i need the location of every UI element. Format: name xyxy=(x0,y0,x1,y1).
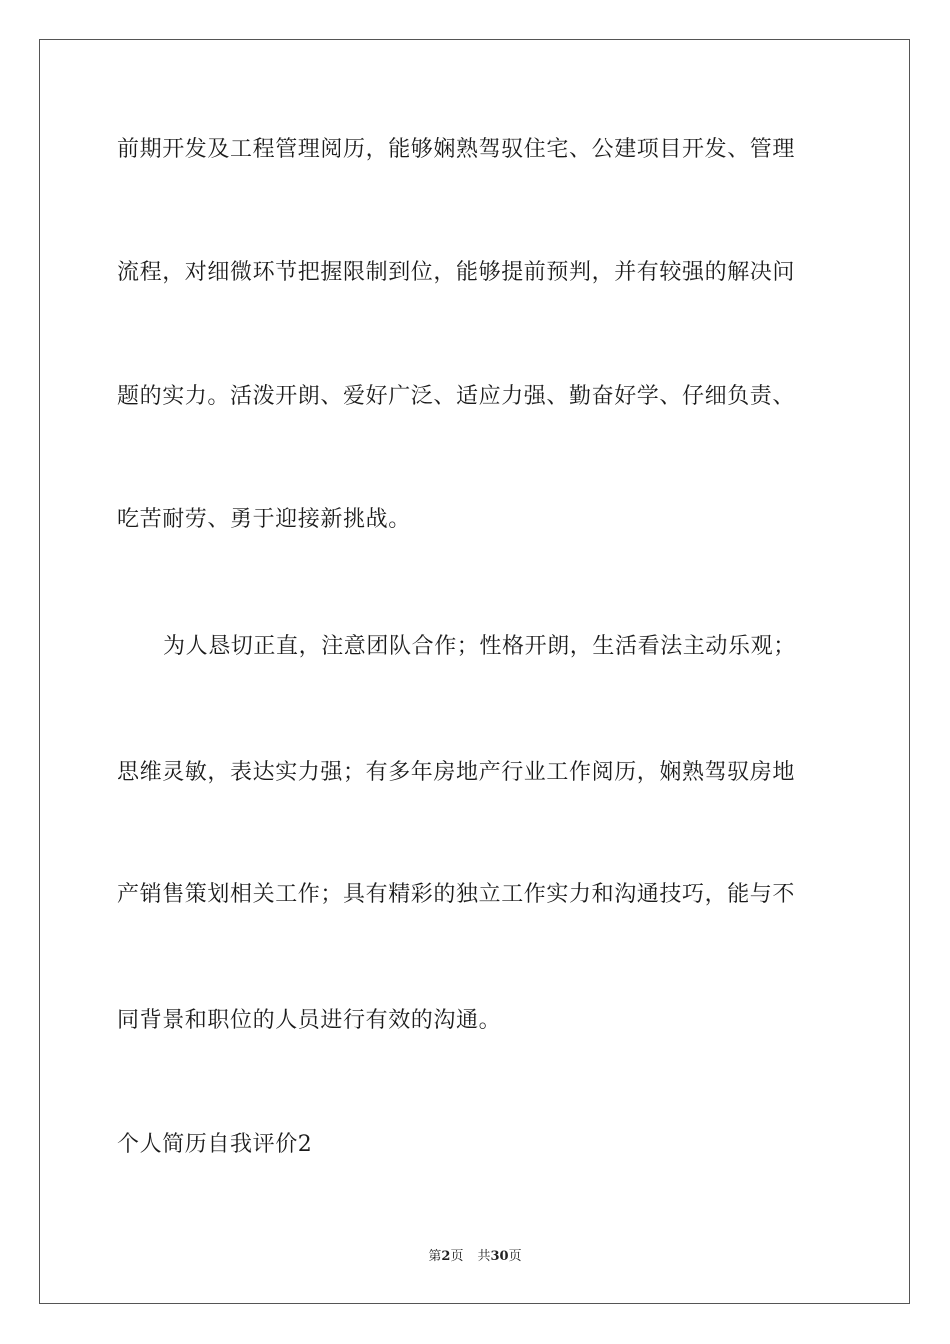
total-page-count: 30 xyxy=(490,1249,509,1264)
current-page-number: 2 xyxy=(441,1249,451,1264)
paragraph-2-line-2: 思维灵敏，表达实力强；有多年房地产行业工作阅历，娴熟驾驭房地 xyxy=(117,760,796,785)
paragraph-2-line-1: 为人恳切正直，注意团队合作；性格开朗，生活看法主动乐观； xyxy=(163,634,796,659)
page-border xyxy=(39,39,910,1304)
paragraph-2-line-3: 产销售策划相关工作；具有精彩的独立工作实力和沟通技巧，能与不 xyxy=(117,882,796,907)
total-prefix: 共 xyxy=(477,1249,491,1264)
section-heading: 个人简历自我评价2 xyxy=(117,1132,313,1157)
paragraph-1-line-1: 前期开发及工程管理阅历，能够娴熟驾驭住宅、公建项目开发、管理 xyxy=(117,137,796,162)
paragraph-1-line-3: 题的实力。活泼开朗、爱好广泛、适应力强、勤奋好学、仔细负责、 xyxy=(117,384,796,409)
page-prefix: 第 xyxy=(428,1249,442,1264)
paragraph-1-line-4: 吃苦耐劳、勇于迎接新挑战。 xyxy=(117,507,411,532)
total-suffix: 页 xyxy=(508,1249,522,1264)
paragraph-2-line-4: 同背景和职位的人员进行有效的沟通。 xyxy=(117,1008,502,1033)
page-footer xyxy=(0,1248,950,1266)
page-suffix: 页 xyxy=(450,1249,464,1264)
paragraph-1-line-2: 流程，对细微环节把握限制到位，能够提前预判，并有较强的解决问 xyxy=(117,260,796,285)
